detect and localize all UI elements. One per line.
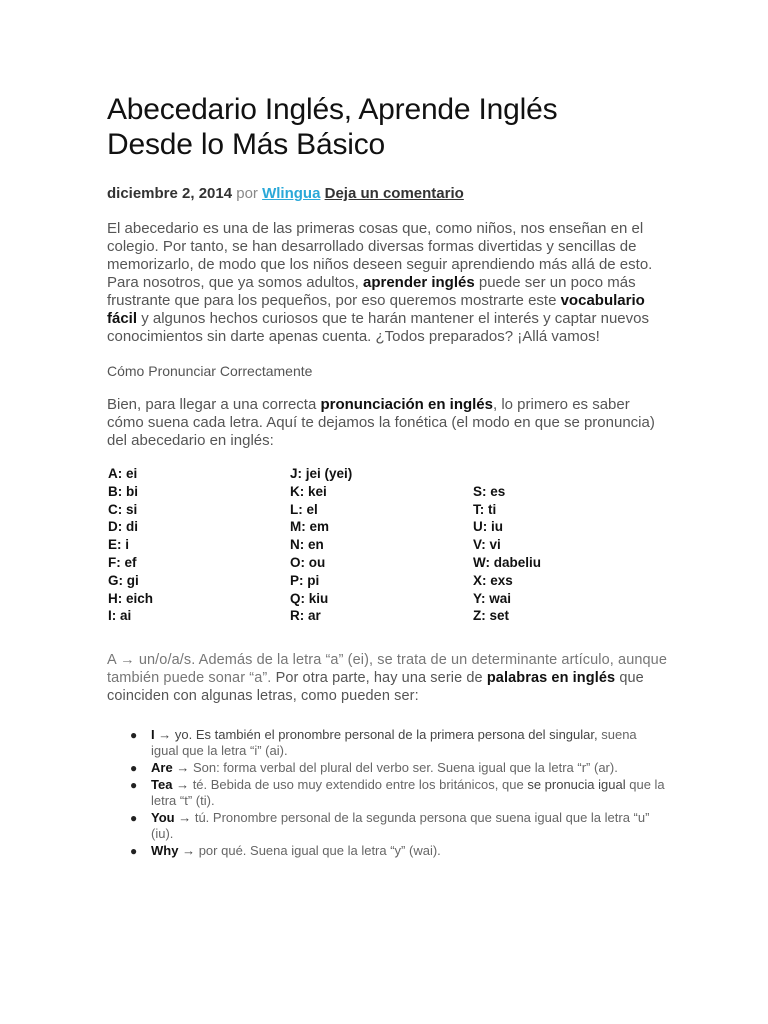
list-word: Why (151, 843, 179, 858)
list-word: I (151, 727, 155, 742)
list-arrow: → (176, 777, 190, 792)
post-date: diciembre 2, 2014 (107, 185, 233, 202)
alphabet-entry: H: eich (108, 590, 154, 606)
alphabet-entry: L: el (290, 501, 318, 517)
a-para-text-1: A → un/o/a/s. Además de la letra “a” (ei), se trata de un determinante artículo, aunque también puede sonar “a”. (107, 652, 668, 686)
intro-text-2: puede ser un poco más frustrante que para los pequeños, por eso queremos mostrarte este (107, 274, 636, 309)
a-para-text-2: Por otra parte, hay una serie de (275, 670, 483, 686)
intro-bold-2: vocabulario fácil (107, 292, 645, 327)
post-meta (107, 184, 667, 204)
alphabet-entry: Y: wai (473, 590, 512, 606)
list-text-light: tú. Pronombre personal de la segunda persona que suena igual que la letra “u” (iu). (151, 810, 650, 841)
article-title (107, 92, 667, 162)
pron-bold: pronunciación en inglés (320, 396, 493, 413)
alphabet-column-2 (290, 465, 352, 625)
list-word: Tea (151, 777, 173, 792)
bullet-icon: ● (130, 728, 138, 742)
alphabet-entry: W: dabeliu (473, 554, 542, 570)
alphabet-entry: B: bi (108, 483, 138, 499)
bullet-icon: ● (130, 811, 138, 825)
pron-text-1: Bien, para llegar a una correcta (107, 396, 317, 413)
list-text-light: té. Bebida de uso muy extendido entre los británicos, que (192, 777, 524, 792)
title-line-2: Desde lo Más Básico (107, 128, 385, 161)
alphabet-entry: C: si (108, 501, 138, 517)
list-item (107, 810, 667, 842)
author-link[interactable]: Wlingua (262, 185, 321, 202)
alphabet-entry: P: pi (290, 572, 320, 588)
list-item (107, 843, 667, 859)
alphabet-entry: T: ti (473, 501, 497, 517)
intro-text-3: y algunos hechos curiosos que te harán mantener el interés y captar nuevos conocimientos sin darte apenas cuenta. ¿Todos preparados? ¡Allá vamos! (107, 310, 649, 345)
alphabet-entry: M: em (290, 519, 330, 535)
section-heading: Cómo Pronunciar Correctamente (107, 363, 313, 379)
list-item (107, 777, 667, 809)
list-item (107, 760, 667, 776)
by-label: por (236, 185, 258, 202)
pron-text-2: , lo primero es saber cómo suena cada letra. Aquí te dejamos la fonética (el modo en que se pronuncia) del abecedario en inglés: (107, 396, 655, 449)
alphabet-entry: F: ef (108, 554, 137, 570)
alphabet-entry: A: ei (108, 466, 138, 481)
list-arrow: → (182, 843, 196, 858)
list-text-light: suena igual que la letra “i” (ai). (151, 727, 637, 758)
alphabet-entry: K: kei (290, 483, 327, 499)
alphabet-entry: O: ou (290, 554, 326, 570)
alphabet-entry: R: ar (290, 608, 321, 624)
a-para-bold: palabras en inglés (486, 670, 616, 686)
list-text-light: por qué. Suena igual que la letra “y” (wai). (198, 843, 441, 858)
alphabet-entry: D: di (108, 519, 138, 535)
alphabet-entry: U: iu (473, 519, 503, 535)
list-word: You (151, 810, 175, 825)
list-word: Are (151, 760, 173, 775)
comment-link[interactable]: Deja un comentario (324, 185, 464, 202)
intro-bold-1: aprender inglés (362, 274, 475, 291)
list-text-light: Son: forma verbal del plural del verbo ser. Suena igual que la letra “r” (ar). (192, 760, 618, 775)
a-para-text-3: que coinciden con algunas letras, como pueden ser: (107, 670, 644, 704)
alphabet-entry: X: exs (473, 572, 513, 588)
bullet-icon: ● (130, 778, 138, 792)
list-text-dark: se pronucia igual (527, 777, 626, 792)
alphabet-entry: N: en (290, 537, 324, 553)
list-arrow: → (178, 810, 192, 825)
article (107, 92, 667, 860)
alphabet-entry: E: i (108, 537, 130, 553)
title-line-1: Abecedario Inglés, Aprende Inglés (107, 93, 558, 126)
alphabet-entry: Q: kiu (290, 590, 329, 606)
list-arrow: → (176, 760, 190, 775)
alphabet-entry: Z: set (473, 608, 510, 624)
list-text: → yo. Es también el pronombre personal de la primera persona del singular, (158, 727, 598, 742)
alphabet-entry: G: gi (108, 572, 139, 588)
alphabet-entry: S: es (473, 483, 506, 499)
list-text-light-2: que la letra “t” (ti). (151, 777, 665, 808)
bullet-icon: ● (130, 844, 138, 858)
alphabet-entry: I: ai (108, 608, 132, 624)
pronunciation-paragraph (107, 396, 667, 450)
words-list (107, 727, 667, 859)
intro-text-1: El abecedario es una de las primeras cosas que, como niños, nos enseñan en el colegio. Por tanto, se han desarrollado diversas formas divertidas y sencillas de memorizarlo, de modo que los niños deseen seguir aprendiendo más allá de esto. Para nosotros, que ya somos adultos, (107, 220, 653, 291)
list-item (107, 727, 667, 759)
article-a-paragraph (107, 651, 667, 705)
alphabet-entry: J: jei (yei) (290, 466, 353, 481)
intro-paragraph (107, 220, 667, 346)
bullet-icon: ● (130, 761, 138, 775)
alphabet-table (107, 465, 667, 625)
alphabet-column-3 (473, 483, 541, 625)
alphabet-column-1 (108, 465, 153, 625)
alphabet-entry: V: vi (473, 537, 501, 553)
